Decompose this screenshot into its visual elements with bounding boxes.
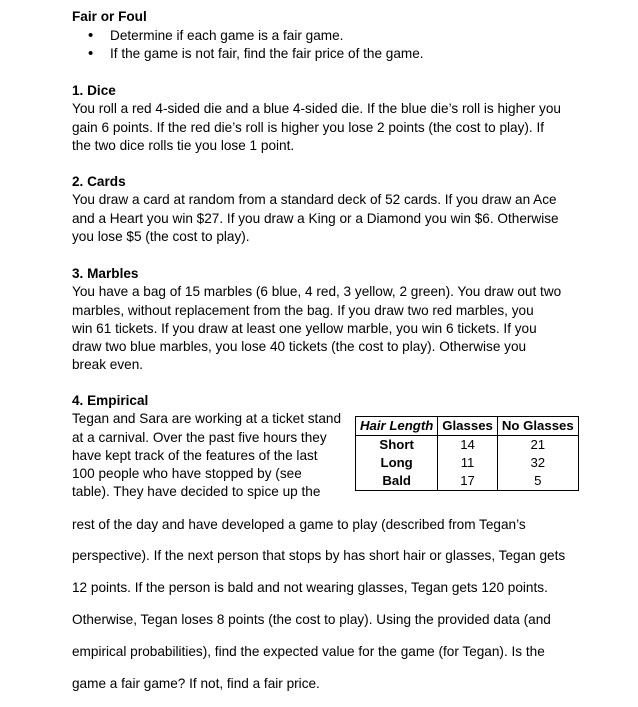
instructions-list	[88, 27, 424, 64]
section-heading: 2. Cards	[72, 174, 126, 189]
text-line: You roll a red 4-sided die and a blue 4-sided die. If the blue die’s roll is higher you	[72, 101, 561, 117]
text-line: perspective). If the next person that stops by has short hair or glasses, Tegan gets	[72, 548, 566, 564]
text-line: break even.	[72, 357, 144, 373]
section-heading: 3. Marbles	[72, 266, 139, 281]
table-cell: 21	[497, 436, 578, 455]
text-line: 12 points. If the person is bald and not wearing glasses, Tegan gets 120 points.	[72, 580, 548, 596]
text-line: at a carnival. Over the past five hours they	[72, 429, 327, 445]
section-heading: 4. Empirical	[72, 393, 149, 408]
text-line: win 61 tickets. If you draw at least one yellow marble, you win 6 tickets. If you	[72, 320, 537, 336]
table-row	[356, 454, 579, 472]
text-line: Tegan and Sara are working at a ticket stand	[72, 411, 342, 427]
text-line: You have a bag of 15 marbles (6 blue, 4 red, 3 yellow, 2 green). You draw out two	[72, 284, 562, 300]
text-line: marbles, without replacement from the bag. If you draw two red marbles, you	[72, 302, 534, 318]
section-dice	[72, 82, 582, 155]
table-row	[356, 472, 579, 491]
text-line: rest of the day and have developed a game to play (described from Tegan’s	[72, 516, 526, 532]
text-line: the two dice rolls tie you lose 1 point.	[72, 137, 295, 153]
text-line: 100 people who have stopped by (see	[72, 466, 302, 482]
text-line: Otherwise, Tegan loses 8 points (the cost to play). Using the provided data (and	[72, 612, 551, 628]
table-header-row	[356, 417, 579, 436]
text-line: empirical probabilities), find the expected value for the game (for Tegan). Is the	[72, 644, 545, 660]
text-line: You draw a card at random from a standard deck of 52 cards. If you draw an Ace	[72, 192, 557, 208]
table-cell: 11	[438, 454, 498, 472]
row-label: Long	[356, 454, 438, 472]
text-line: you lose $5 (the cost to play).	[72, 228, 250, 244]
table-cell: 14	[438, 436, 498, 455]
text-line: table). They have decided to spice up the	[72, 484, 321, 500]
table-cell: 32	[497, 454, 578, 472]
column-header: Glasses	[438, 417, 498, 436]
instruction-item: • Determine if each game is a fair game.	[88, 27, 424, 45]
instruction-item: • If the game is not fair, find the fair price of the game.	[88, 45, 424, 63]
table-cell: 5	[497, 472, 578, 491]
empirical-continued-text	[72, 502, 582, 707]
row-label: Bald	[356, 472, 438, 491]
section-cards	[72, 173, 582, 246]
section-heading: 1. Dice	[72, 83, 116, 98]
text-line: have kept track of the features of the last	[72, 447, 318, 463]
text-line: game a fair game? If not, find a fair price.	[72, 676, 320, 692]
page-title: Fair or Foul	[72, 9, 147, 24]
table-row	[356, 436, 579, 455]
column-header: Hair Length	[356, 417, 438, 436]
wrapped-text	[72, 410, 344, 501]
text-line: and a Heart you win $27. If you draw a King or a Diamond you win $6. Otherwise	[72, 210, 559, 226]
column-header: No Glasses	[497, 417, 578, 436]
table-cell: 17	[438, 472, 498, 491]
section-marbles	[72, 265, 582, 375]
hair-glasses-table	[355, 416, 579, 491]
text-line: draw two blue marbles, you lose 40 tickets (the cost to play). Otherwise you	[72, 339, 527, 355]
text-line: gain 6 points. If the red die’s roll is higher you lose 2 points (the cost to play). If	[72, 119, 545, 135]
row-label: Short	[356, 436, 438, 455]
